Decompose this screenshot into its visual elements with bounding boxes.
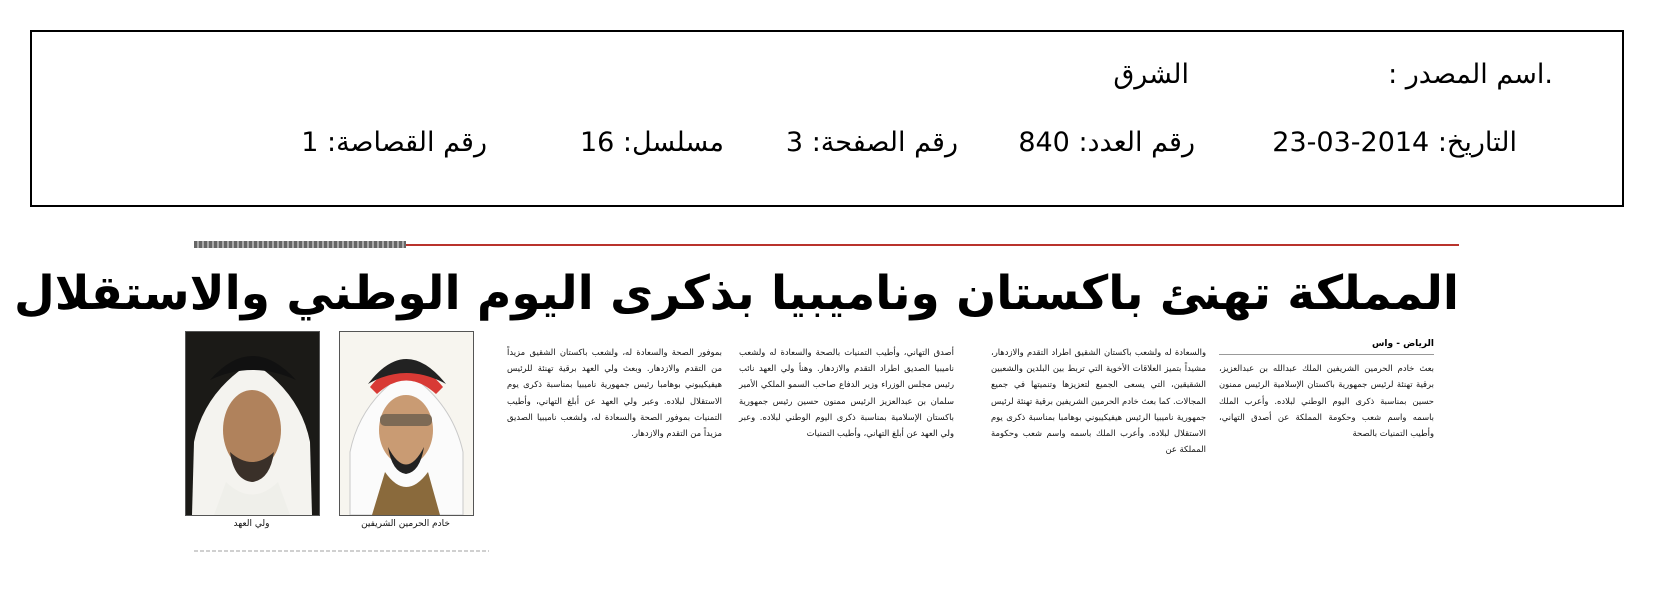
photo-caption-king: خادم الحرمين الشريفين (361, 519, 450, 529)
source-name: الشرق (1113, 59, 1189, 90)
column-text: بموفور الصحة والسعادة له، ولشعب باكستان الشقيق مزيداً من التقدم والازدهار. وبعث ولي العهد برقية تهنئة للرئيس هيفيكيبوني بوهامبا رئيس جمهورية ناميبيا بمناسبة ذكرى يوم الاستقلال لبلاده. وعبر ولي العهد عن أبلغ التهاني، وأطيب التمنيات بموفور الصحة والسعادة له، ولشعب ناميبيا الصديق مزيداً من التقدم والازدهار. (507, 347, 722, 439)
source-label: .اسم المصدر : (1388, 59, 1553, 90)
source-info-box (30, 30, 1624, 207)
article-headline: المملكة تهنئ باكستان وناميبيا بذكرى اليوم الوطني والاستقلال (13, 266, 1459, 321)
column-text: أصدق التهاني، وأطيب التمنيات بالصحة والسعادة له ولشعب ناميبيا الصديق اطراد التقدم والازدهار. وهنأ ولي العهد نائب رئيس مجلس الوزراء وزير الدفاع صاحب السمو الملكي الأمير سلمان بن عبدالعزيز الرئيس ممنون حسين رئيس جمهورية باكستان الإسلامية بمناسبة ذكرى اليوم الوطني لبلاده. وعبر ولي العهد عن أبلغ التهاني، وأطيب التمنيات (739, 347, 954, 439)
byline-rule (1219, 354, 1434, 355)
photo-caption-crown-prince: ولي العهد (233, 519, 270, 529)
portrait-photo-crown-prince (185, 331, 320, 516)
portrait-photo-icon (186, 332, 319, 515)
top-rule-red (406, 244, 1459, 246)
clip-number-field: رقم القصاصة: 1 (301, 127, 487, 158)
top-rule-decor (194, 241, 406, 248)
portrait-photo-icon (340, 332, 473, 515)
article-column-2 (991, 344, 1206, 457)
article-column-3 (739, 344, 954, 441)
article-column-4 (507, 344, 722, 441)
portrait-photo-king (339, 331, 474, 516)
column-text: بعث خادم الحرمين الشريفين الملك عبدالله بن عبدالعزيز، برقية تهنئة لرئيس جمهورية باكستان الإسلامية الرئيس ممنون حسين بمناسبة ذكرى اليوم الوطني لبلاده. وأعرب الملك باسمه واسم شعب وحكومة المملكة عن أصدق التهاني، وأطيب التمنيات بالصحة (1219, 363, 1434, 439)
article-clipping (13, 234, 1459, 589)
column-text: والسعادة له ولشعب باكستان الشقيق اطراد التقدم والازدهار، مشيداً بتميز العلاقات الأخوية التي تربط بين البلدين والشعبين الشقيقين، التي يسعى الجميع لتعزيزها وتنميتها في جميع المجالات. كما بعث خادم الحرمين الشريفين برقية تهنئة لرئيس جمهورية ناميبيا الرئيس هيفيكيبوني بوهامبا بمناسبة ذكرى يوم الاستقلال لبلاده. وأعرب الملك باسمه واسم شعب وحكومة المملكة عن (991, 347, 1206, 455)
article-byline: الرياض - واس (1371, 339, 1434, 349)
article-column-1 (1219, 336, 1434, 441)
serial-field: مسلسل: 16 (579, 127, 724, 158)
issue-number-field: رقم العدد: 840 (1018, 127, 1195, 158)
bottom-rule (194, 550, 489, 552)
date-field: التاريخ: 2014-03-23 (1272, 127, 1517, 158)
page-number-field: رقم الصفحة: 3 (785, 127, 958, 158)
